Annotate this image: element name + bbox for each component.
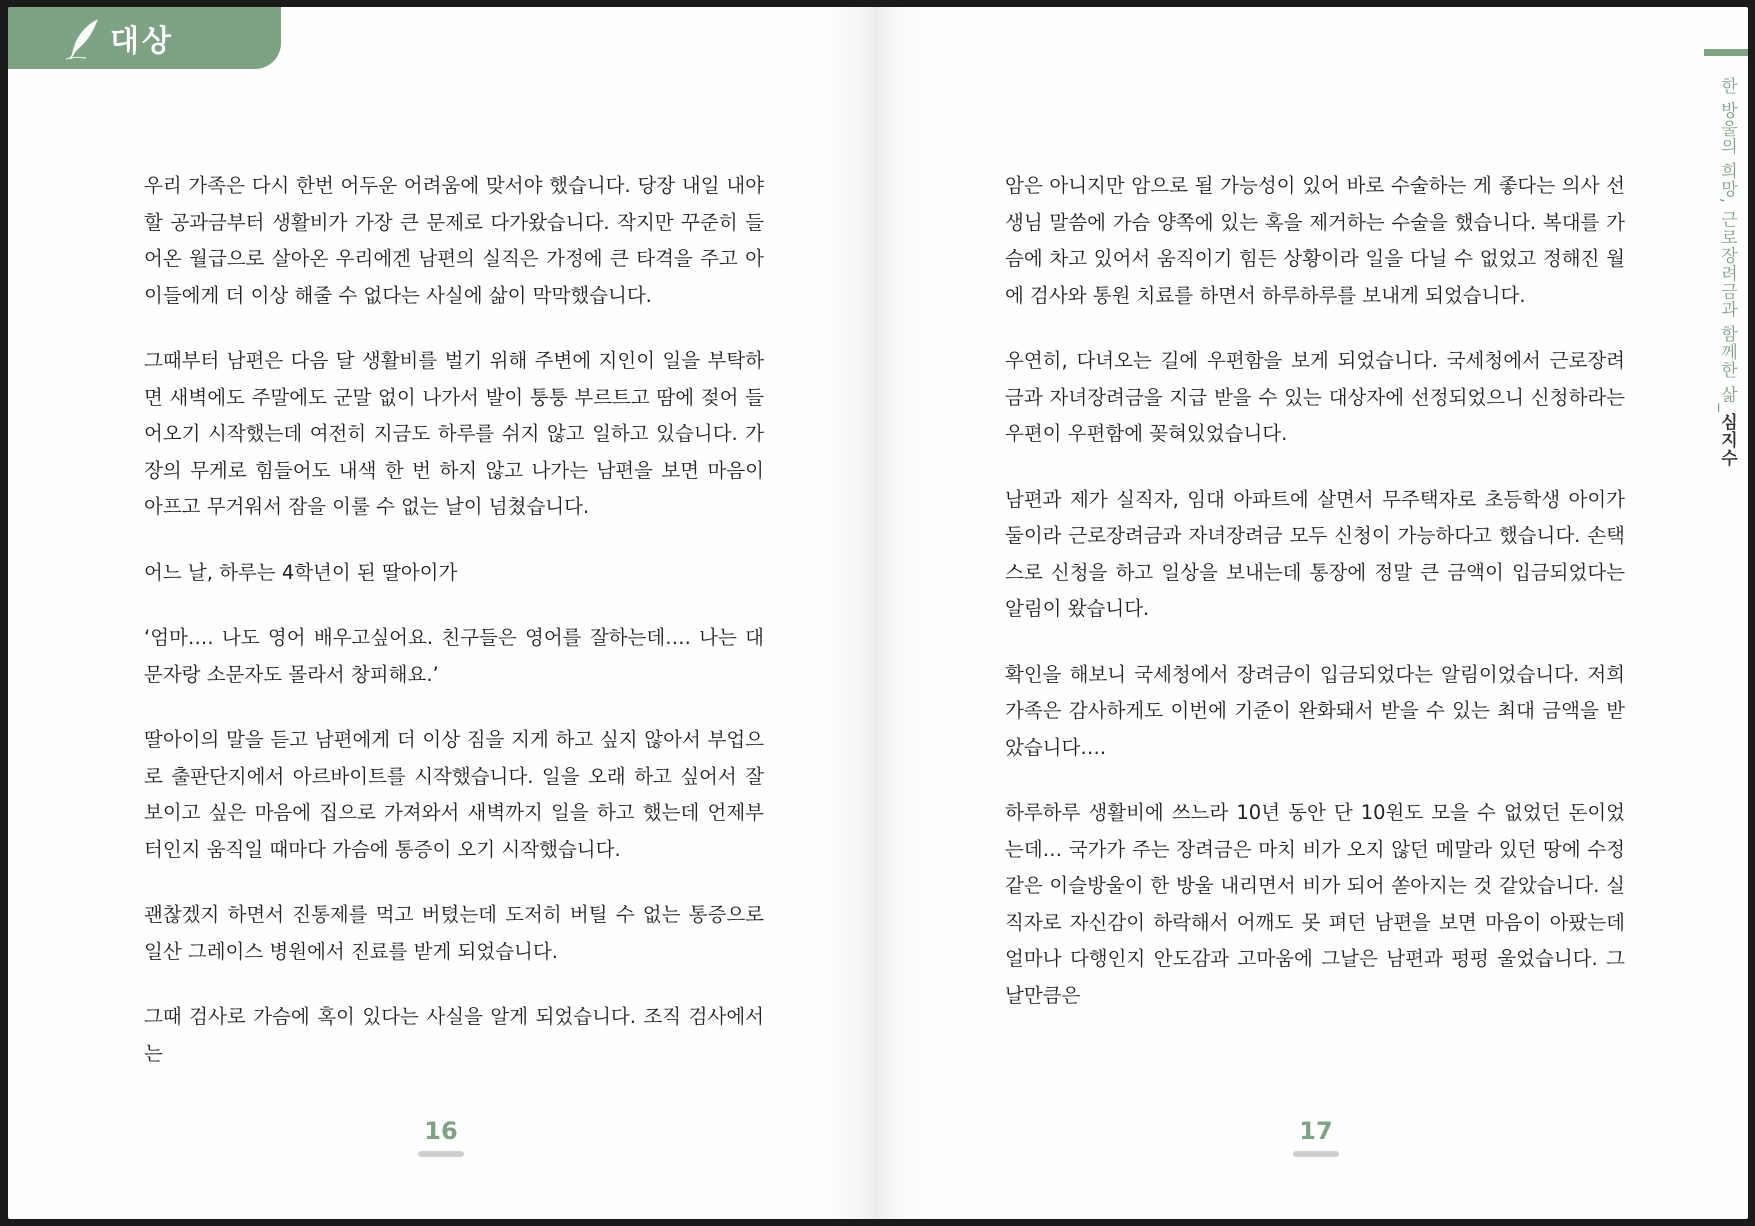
quill-leaf-icon: [64, 15, 104, 61]
running-title-text: 한 방울의 희망, 근로장려금과 함께한 삶_: [1717, 77, 1737, 413]
paragraph: 하루하루 생활비에 쓰느라 10년 동안 단 10원도 모을 수 없었던 돈이었는데… 국가가 주는 장려금은 마치 비가 오지 않던 메말라 있던 땅에 수정 같은 이슬방울이 한 방울 내리면서 비가 되어 쏟아지는 것 같았습니다. 실직자로 자신감이 하락해서 어깨도 못 펴던 남편을 보면 마음이 아팠는데 얼마나 다행인지 안도감과 고마움에 그날은 남편과 펑펑 울었습니다. 그 날만큼은: [1005, 801, 1625, 1007]
page-number: 17: [1299, 1117, 1333, 1145]
running-title-author: 심지수: [1717, 412, 1737, 467]
right-page-body: [1005, 168, 1625, 1043]
page-number-underline: [418, 1151, 464, 1157]
paragraph: 남편과 제가 실직자, 임대 아파트에 살면서 무주택자로 초등학생 아이가 둘이라 근로장려금과 자녀장려금 모두 신청이 가능하다고 했습니다. 손택스로 신청을 하고 일상을 보내는데 통장에 정말 큰 금액이 입금되었다는 알림이 왔습니다.: [1005, 487, 1625, 620]
paragraph: 괜찮겠지 하면서 진통제를 먹고 버텼는데 도저히 버틸 수 없는 통증으로 일산 그레이스 병원에서 진료를 받게 되었습니다.: [144, 903, 764, 963]
running-title: [1715, 77, 1740, 467]
paragraph: 어느 날, 하루는 4학년이 된 딸아이가: [144, 560, 458, 584]
page-number-underline: [1293, 1151, 1339, 1157]
paragraph: 우리 가족은 다시 한번 어두운 어려움에 맞서야 했습니다. 당장 내일 내야 할 공과금부터 생활비가 가장 큰 문제로 다가왔습니다. 작지만 꾸준히 들어온 월급으로 살아온 우리에겐 남편의 실직은 가정에 큰 타격을 주고 아이들에게 더 이상 해줄 수 없다는 사실에 삶이 막막했습니다.: [144, 174, 764, 307]
book-spread: [8, 7, 1748, 1219]
paragraph: ‘엄마…. 나도 영어 배우고싶어요. 친구들은 영어를 잘하는데…. 나는 대문자랑 소문자도 몰라서 창피해요.’: [144, 626, 764, 686]
paragraph: 암은 아니지만 암으로 될 가능성이 있어 바로 수술하는 게 좋다는 의사 선생님 말씀에 가슴 양쪽에 있는 혹을 제거하는 수술을 했습니다. 복대를 가슴에 차고 있어서 움직이기 힘든 상황이라 일을 다닐 수 없었고 정해진 월에 검사와 통원 치료를 하면서 하루하루를 보내게 되었습니다.: [1005, 174, 1625, 307]
paragraph: 딸아이의 말을 듣고 남편에게 더 이상 짐을 지게 하고 싶지 않아서 부업으로 출판단지에서 아르바이트를 시작했습니다. 일을 오래 하고 싶어서 잘 보이고 싶은 마음에 집으로 가져와서 새벽까지 일을 하고 했는데 언제부터인지 움직일 때마다 가슴에 통증이 오기 시작했습니다.: [144, 728, 764, 861]
side-marker-bar: [1704, 49, 1748, 56]
section-header-tab: [8, 7, 281, 69]
left-page: [8, 7, 878, 1219]
paragraph: 우연히, 다녀오는 길에 우편함을 보게 되었습니다. 국세청에서 근로장려금과 자녀장려금을 지급 받을 수 있는 대상자에 선정되었으니 신청하라는 우편이 우편함에 꽂혀있었습니다.: [1005, 349, 1625, 445]
page-number: 16: [424, 1117, 458, 1145]
paragraph: 그때 검사로 가슴에 혹이 있다는 사실을 알게 되었습니다. 조직 검사에서는: [144, 1005, 764, 1065]
right-page: [878, 7, 1748, 1219]
left-page-body: [144, 168, 764, 1101]
paragraph: 그때부터 남편은 다음 달 생활비를 벌기 위해 주변에 지인이 일을 부탁하면 새벽에도 주말에도 군말 없이 나가서 발이 퉁퉁 부르트고 땀에 젖어 들어오기 시작했는데 여전히 지금도 하루를 쉬지 않고 일하고 있습니다. 가장의 무게로 힘들어도 내색 한 번 하지 않고 나가는 남편을 보면 마음이 아프고 무거워서 잠을 이룰 수 없는 날이 넘쳤습니다.: [144, 349, 764, 518]
section-title: 대상: [110, 24, 174, 59]
paragraph: 확인을 해보니 국세청에서 장려금이 입금되었다는 알림이었습니다. 저희가족은 감사하게도 이번에 기준이 완화돼서 받을 수 있는 최대 금액을 받았습니다….: [1005, 662, 1626, 759]
